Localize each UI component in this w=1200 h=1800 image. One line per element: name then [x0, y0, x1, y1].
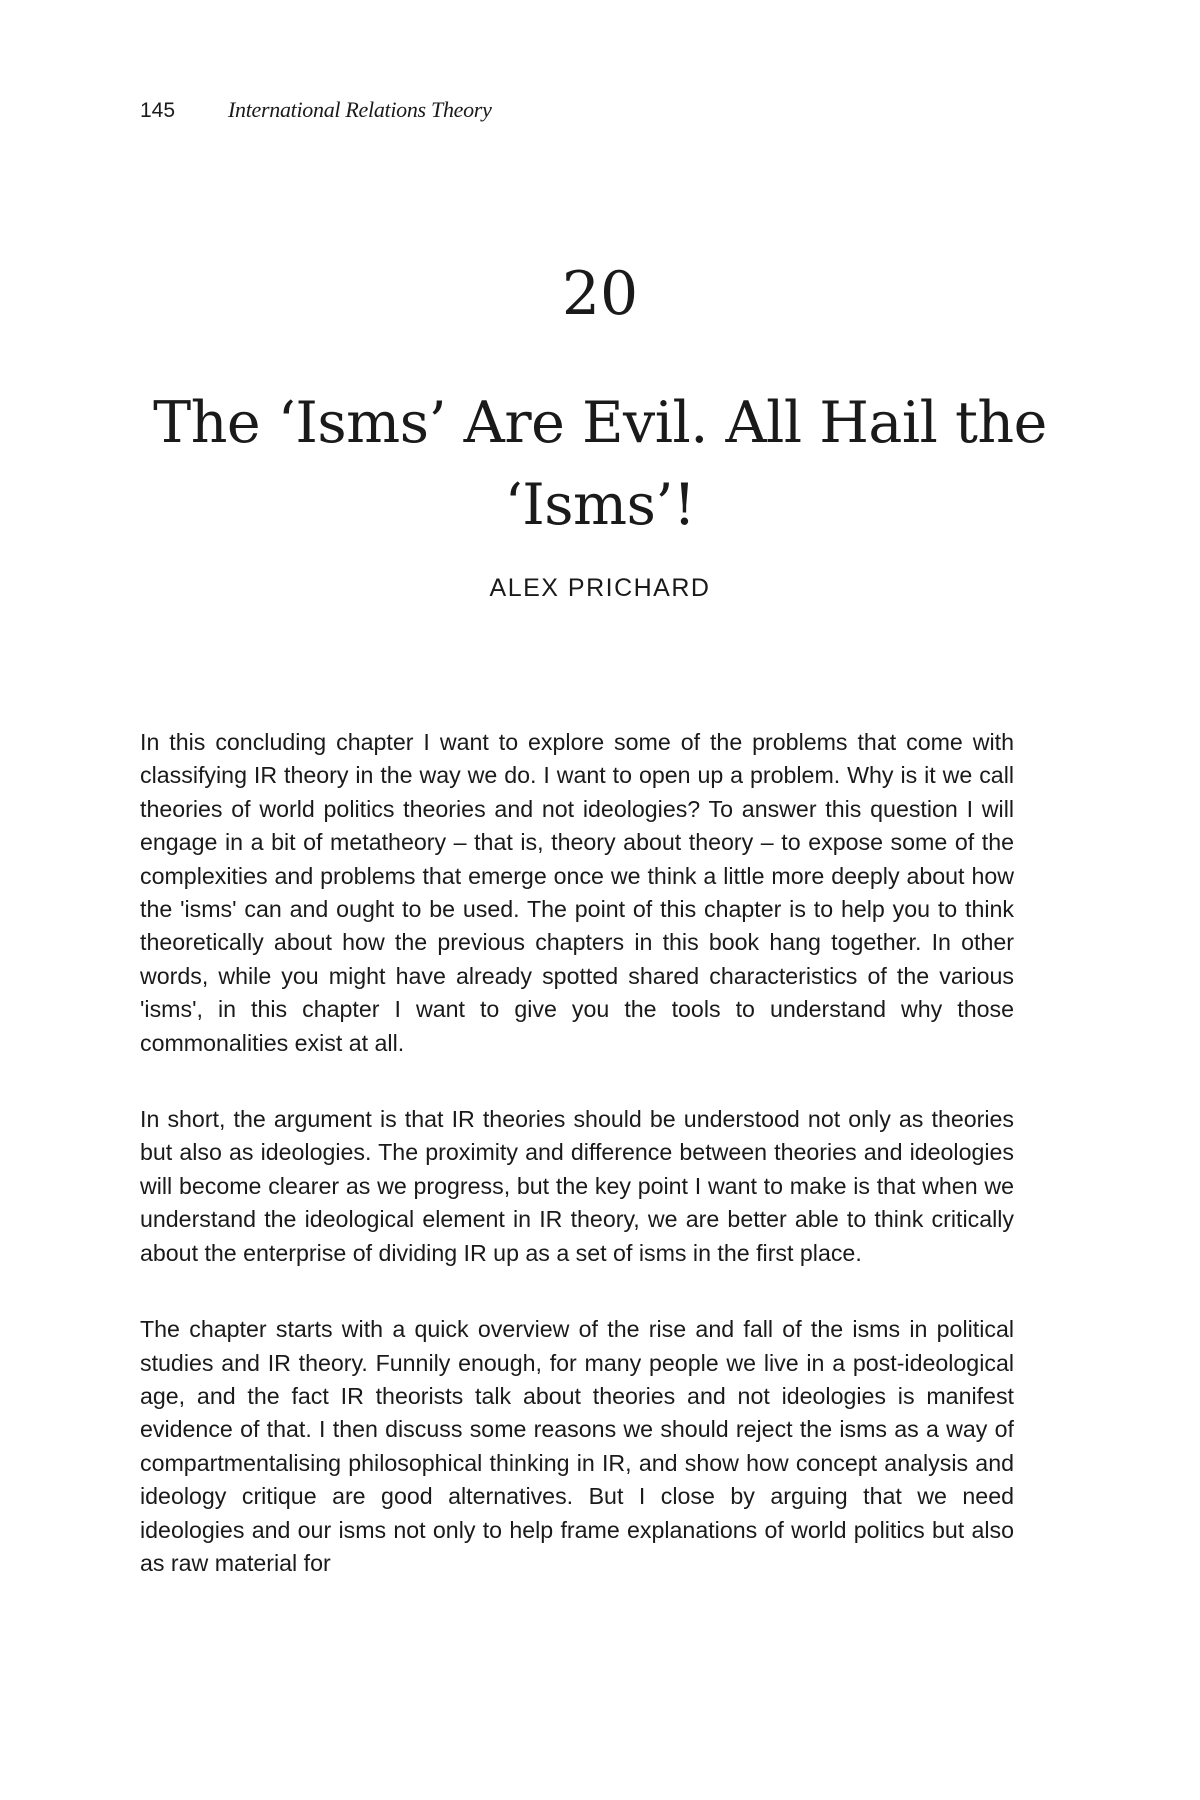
body-paragraph-1: In this concluding chapter I want to explore some of the problems that come with classifying IR theory in the way we do. I want to open up a problem. Why is it we call theories of world politics theories and not ideologies? To answer this question I will engage in a bit of metatheory – that is, theory about theory – to expose some of the complexities and problems that emerge once we think a little more deeply about how the 'isms' can and ought to be used. The point of this chapter is to help you to think theoretically about how the previous chapters in this book hang together. In other words, while you might have already spotted shared characteristics of the various 'isms', in this chapter I want to give you the tools to understand why those commonalities exist at all. [140, 729, 1014, 1056]
chapter-number: 20 [561, 259, 639, 329]
chapter-body [140, 726, 1014, 1623]
chapter-author: ALEX PRICHARD [489, 574, 711, 602]
chapter-title: The ‘Isms’ Are Evil. All Hail the ‘Isms’! [153, 390, 1047, 538]
body-paragraph-3: The chapter starts with a quick overview of the rise and fall of the isms in political studies and IR theory. Funnily enough, for many people we live in a post-ideological age, and the fact IR theorists talk about theories and not ideologies is manifest evidence of that. I then discuss some reasons we should reject the isms as a way of compartmentalising philosophical thinking in IR, and show how concept analysis and ideology critique are good alternatives. But I close by arguing that we need ideologies and our isms not only to help frame explanations of world politics but also as raw material for [140, 1316, 1014, 1576]
body-paragraph-2: In short, the argument is that IR theories should be understood not only as theories but also as ideologies. The proximity and difference between theories and ideologies will become clearer as we progress, but the key point I want to make is that when we understand the ideological element in IR theory, we are better able to think critically about the enterprise of dividing IR up as a set of isms in the first place. [140, 1106, 1014, 1266]
running-book-title: International Relations Theory [228, 97, 492, 122]
running-header [140, 96, 492, 125]
page-number: 145 [140, 99, 176, 122]
